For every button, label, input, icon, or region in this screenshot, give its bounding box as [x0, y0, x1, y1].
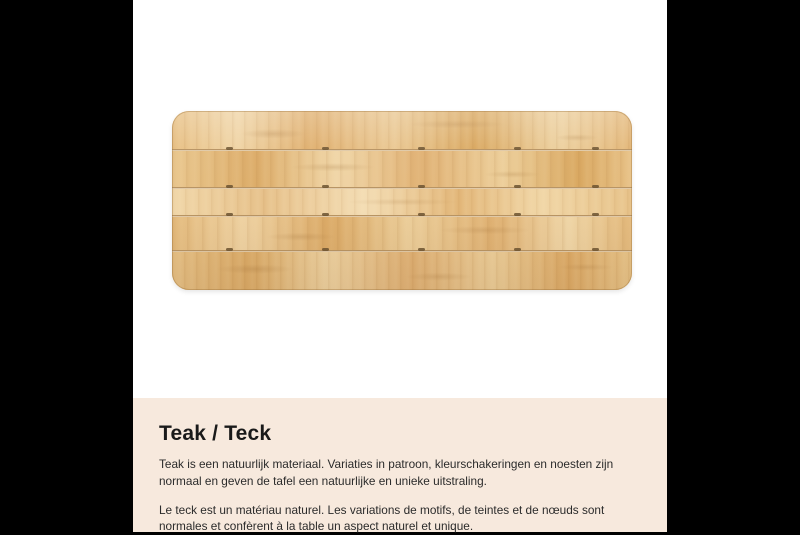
caption-panel [133, 398, 667, 532]
teak-table-top-image [172, 111, 632, 290]
wood-grain-knots [172, 111, 632, 149]
screw-mark [322, 185, 329, 188]
table-slat [172, 217, 632, 250]
table-slat [172, 151, 632, 187]
wood-grain-knots [172, 189, 632, 215]
screw-mark [514, 248, 521, 251]
screw-mark [592, 185, 599, 188]
screw-mark [592, 147, 599, 150]
screw-mark [514, 213, 521, 216]
description-french: Le teck est un matériau naturel. Les variations de motifs, de teintes et de nœuds sont normales et confèrent à la table un aspect naturel et unique. [159, 502, 614, 535]
table-top-surface [172, 111, 632, 290]
screw-mark [592, 213, 599, 216]
table-slat [172, 252, 632, 290]
description-dutch: Teak is een natuurlijk materiaal. Variaties in patroon, kleurschakeringen en noesten zijn normaal en geven de tafel een natuurlijke en unieke uitstraling. [159, 456, 614, 490]
wood-grain-knots [172, 252, 632, 290]
table-slat [172, 111, 632, 149]
screw-mark [418, 147, 425, 150]
wood-grain-knots [172, 217, 632, 250]
screw-mark [226, 147, 233, 150]
screw-mark [514, 185, 521, 188]
screw-mark [592, 248, 599, 251]
screw-mark [418, 248, 425, 251]
screw-mark [322, 147, 329, 150]
screw-mark [226, 185, 233, 188]
screw-mark [418, 213, 425, 216]
screw-mark [322, 248, 329, 251]
screw-mark [226, 213, 233, 216]
wood-grain-knots [172, 151, 632, 187]
screw-mark [418, 185, 425, 188]
material-title: Teak / Teck [159, 422, 641, 446]
screw-mark [322, 213, 329, 216]
product-card [133, 0, 667, 532]
screw-mark [514, 147, 521, 150]
table-slat [172, 189, 632, 215]
screw-mark [226, 248, 233, 251]
